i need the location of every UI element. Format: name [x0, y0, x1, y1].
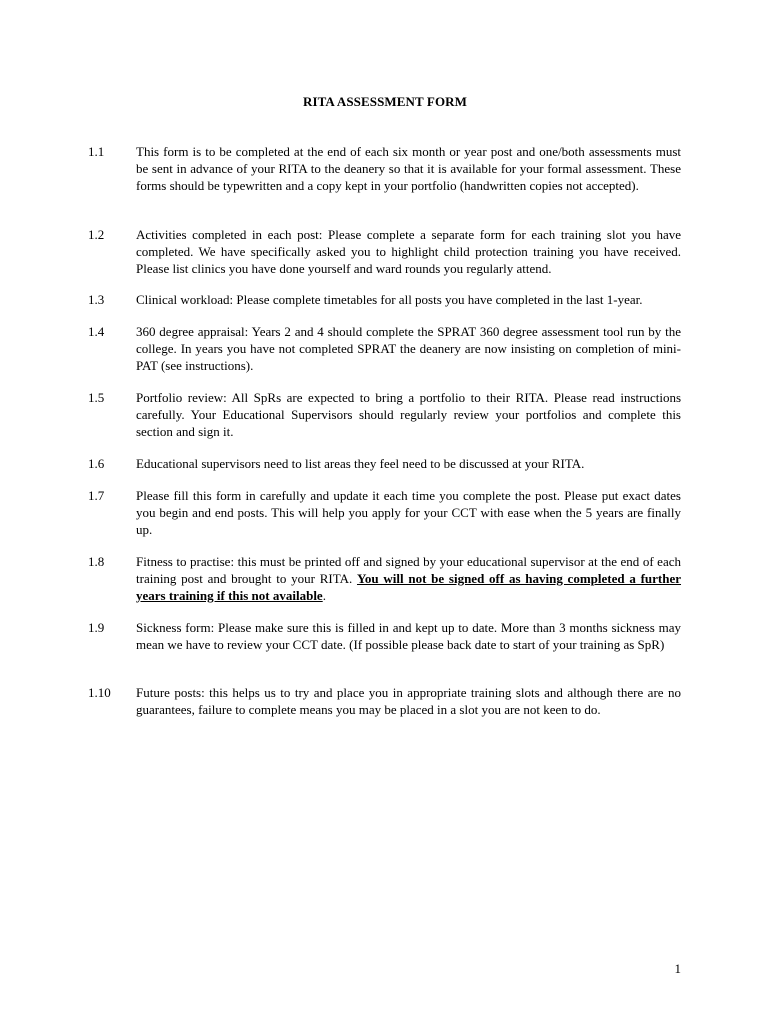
section-number: 1.6 [88, 456, 105, 471]
section-number: 1.8 [88, 554, 105, 569]
page-number: 1 [674, 961, 681, 976]
section-text: Portfolio review: All SpRs are expected to bring a portfolio to their RITA. Please read instructions carefully. Your Educational Supervisors should regularly review your portfolios and complete this section and sign it. [136, 390, 681, 439]
section-number: 1.7 [88, 488, 105, 503]
section-text: Educational supervisors need to list areas they feel need to be discussed at your RITA. [136, 456, 585, 471]
section-text: 360 degree appraisal: Years 2 and 4 should complete the SPRAT 360 degree assessment tool run by the college. In years you have not completed SPRAT the deanery are now insisting on completion of mini-PAT (see instructions). [136, 324, 681, 373]
section-number: 1.2 [88, 227, 105, 242]
document-title: RITA ASSESSMENT FORM [302, 94, 468, 109]
section-text-part: Fitness to practise: this must be printed off and signed by your educational supervisor at the end of each training post and brought to your RITA. [136, 554, 681, 586]
section-number: 1.4 [88, 324, 105, 339]
section-text: This form is to be completed at the end of each six month or year post and one/both assessments must be sent in advance of your RITA to the deanery so that it is available for your formal assessment. These forms should be typewritten and a copy kept in your portfolio (handwritten copies not accepted). [136, 144, 681, 193]
section-text: Sickness form: Please make sure this is filled in and kept up to date. More than 3 months sickness may mean we have to review your CCT date. (If possible please back date to start of your training as SpR) [136, 620, 681, 652]
section-number: 1.3 [88, 292, 105, 307]
section-text [136, 553, 681, 604]
emphasis-warning: You will not be signed off as having completed a further years training if this not available [136, 571, 682, 603]
section-number: 1.1 [88, 144, 105, 159]
section-number: 1.10 [88, 685, 111, 700]
section-text-end: . [322, 588, 326, 603]
section-text: Clinical workload: Please complete timetables for all posts you have completed in the last 1-year. [136, 292, 643, 307]
section-text: Please fill this form in carefully and update it each time you complete the post. Please put exact dates you begin and end posts. This will help you apply for your CCT with ease when the 5 years are finally up. [136, 488, 681, 537]
section-number: 1.5 [88, 390, 105, 405]
section-text: Future posts: this helps us to try and place you in appropriate training slots and although there are no guarantees, failure to complete means you may be placed in a slot you are not keen to do. [136, 685, 681, 717]
section-number: 1.9 [88, 620, 105, 635]
section-text: Activities completed in each post: Please complete a separate form for each training slot you have completed. We have specifically asked you to highlight child protection training you have received. Please list clinics you have done yourself and ward rounds you regularly attend. [136, 227, 681, 276]
